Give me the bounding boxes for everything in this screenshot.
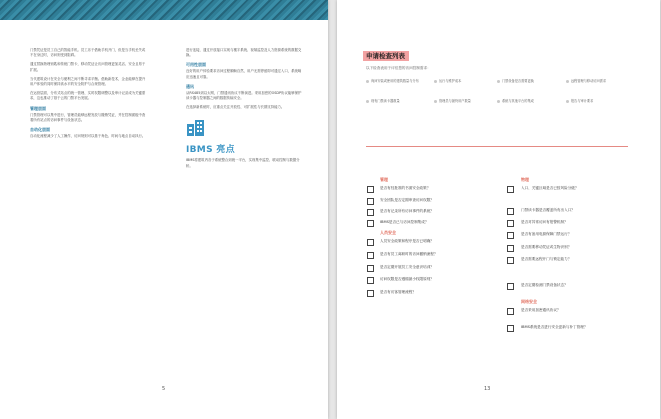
checkbox[interactable] xyxy=(507,325,514,332)
paragraph: 门禁凭证是员工自己的智能手机。员工乐于借助手机开门，但是当手机丢失或不在身边时，访问则受到阻碍。 xyxy=(30,48,146,58)
checklist-item: 安全团队是否定期审查访问权限？ xyxy=(380,198,434,202)
section-heading: 通讯 xyxy=(186,83,194,89)
checkbox[interactable] xyxy=(367,198,374,205)
checklist-item: 是否有记录所有访问事件的系统？ xyxy=(380,209,434,213)
bullet-icon xyxy=(566,80,569,83)
callout-title: IBMS 亮点 xyxy=(186,145,235,156)
paragraph: 进行连接，通过开放接口实现与楼宇系统、视频监控及人力资源系统的数据交换。 xyxy=(186,48,302,58)
stat-item: 报告与审计要求 xyxy=(566,99,626,103)
checklist-item: 是否有经批准的书面安全政策？ xyxy=(380,186,431,190)
checkbox[interactable] xyxy=(367,290,374,297)
checkbox[interactable] xyxy=(367,277,374,284)
checklist-subtitle: 以下检查表用于评估您的访问控制需求： xyxy=(366,66,431,70)
checklist-item: 是否对异常访问有报警机制？ xyxy=(521,220,568,224)
paragraph: 在选择新系统时，应重点关注开放性、可扩展性与长期支持能力。 xyxy=(186,105,285,110)
checkbox[interactable] xyxy=(507,186,514,193)
page-number: 13 xyxy=(484,386,491,392)
paragraph: 从RS485到以太网，门禁通讯协议不断演进。采用加密的OSDP协议能够保护读卡器与控制器之间的数据传输安全。 xyxy=(186,90,302,101)
divider xyxy=(366,146,628,147)
checklist-item: 是否有备用电源保障门禁运行？ xyxy=(521,232,572,236)
left-page xyxy=(0,0,328,419)
paragraph: 当代建筑设计在安全与便利之间不断寻求平衡。借助新技术，企业能够在提升用户体验的同时保持高水平的安全防护与合规管理。 xyxy=(30,76,146,87)
category-heading: 管理 xyxy=(380,177,388,182)
checkbox[interactable] xyxy=(367,186,374,193)
bullet-icon xyxy=(434,80,437,83)
paragraph: 自动化流程减少了人工操作，访问规则可以基于角色、时间与地点自动执行。 xyxy=(30,134,146,139)
stat-item: 系统与其他平台的集成 xyxy=(497,99,555,103)
paragraph: 良好的用户体验要求访问过程顺畅自然，用户无需停留即可通过入口，系统响应迅速且可靠。 xyxy=(186,69,302,79)
category-heading: 人员安全 xyxy=(380,230,396,235)
building-icon xyxy=(186,118,206,136)
checklist-item: 是否采用加密通讯协议？ xyxy=(521,308,561,312)
checklist-item: 人员安全政策和程序是否已明确？ xyxy=(380,239,434,243)
stat-item: 门禁设备是否需要更换 xyxy=(497,79,555,83)
checkbox[interactable] xyxy=(507,283,514,290)
header-band xyxy=(0,0,328,20)
stat-item: 运行与维护成本 xyxy=(434,79,486,83)
page-number: 5 xyxy=(162,386,166,392)
stat-item: 现有门禁读卡器数量 xyxy=(366,99,424,103)
checklist-item: 访问权限是否遵循最小权限原则？ xyxy=(380,277,434,281)
checklist-item: 入口、关键区域是否已按风险分级？ xyxy=(521,186,579,190)
checklist-item: 是否定期开展员工安全意识培训？ xyxy=(380,265,434,269)
paragraph: 在运营层面，分布式站点的统一管理、实时权限调整以及审计记录成为关键需求，这也推动了基于云的门禁平台发展。 xyxy=(30,91,146,101)
checkbox[interactable] xyxy=(507,308,514,315)
bullet-icon xyxy=(497,100,500,103)
section-heading: 可用性层面 xyxy=(186,62,206,68)
callout-text: IBMS将建筑内各子系统整合到统一平台，实现集中监控、联动控制与数据分析。 xyxy=(186,158,300,168)
checkbox[interactable] xyxy=(507,220,514,227)
section-heading: 自动化层面 xyxy=(30,127,50,133)
checkbox[interactable] xyxy=(367,265,374,272)
checkbox[interactable] xyxy=(367,220,374,227)
checkbox[interactable] xyxy=(507,208,514,215)
checklist-item: IBMS系统是否进行安全更新与补丁管理？ xyxy=(521,325,588,329)
paragraph: 门禁管理可以集中进行，管理员能够远程发放与撤销凭证，并在控制面板中查看所有站点的访问事件与设备状态。 xyxy=(30,112,146,122)
checklist-item: 是否有员工离职时的访问撤销流程？ xyxy=(380,252,438,256)
section-heading: 管理层面 xyxy=(30,105,46,111)
checklist-title: 申请检查列表 xyxy=(366,52,405,60)
left-column-2 xyxy=(186,48,302,173)
bullet-icon xyxy=(366,100,369,103)
checkbox[interactable] xyxy=(507,257,514,264)
checklist-item: 是否需要移动凭证或生物识别？ xyxy=(521,245,572,249)
checkbox[interactable] xyxy=(507,232,514,239)
stat-item: 管理员与最终用户数量 xyxy=(434,99,486,103)
bullet-icon xyxy=(366,80,369,83)
checkbox[interactable] xyxy=(367,209,374,216)
bullet-icon xyxy=(497,80,500,83)
stat-item: 询问安装或使用的建筑数量与分布 xyxy=(366,79,424,83)
bullet-icon xyxy=(566,100,569,103)
category-heading: 物理 xyxy=(521,177,529,182)
category-heading: 网络安全 xyxy=(521,299,537,304)
checklist-item: 是否有访客管理流程？ xyxy=(380,290,416,294)
checkbox[interactable] xyxy=(367,239,374,246)
checkbox[interactable] xyxy=(507,245,514,252)
stat-item: 远程管理与移动访问需求 xyxy=(566,79,626,83)
checkbox[interactable] xyxy=(367,252,374,259)
bullet-icon xyxy=(434,100,437,103)
checklist-item: 是否定期检测门禁设备状态？ xyxy=(521,283,568,287)
left-column-1 xyxy=(30,48,146,143)
checklist-item: 是否需要远程开门与锁定能力？ xyxy=(521,257,572,261)
paragraph: 通过替换物理钥匙和传统门禁卡，移动凭证让访问管理更加灵活、安全且易于扩展。 xyxy=(30,62,146,72)
checklist-item: 门禁读卡器是否覆盖所有出入口？ xyxy=(521,208,575,212)
checklist-item: IBMS是否已与访问控制集成？ xyxy=(380,220,429,224)
